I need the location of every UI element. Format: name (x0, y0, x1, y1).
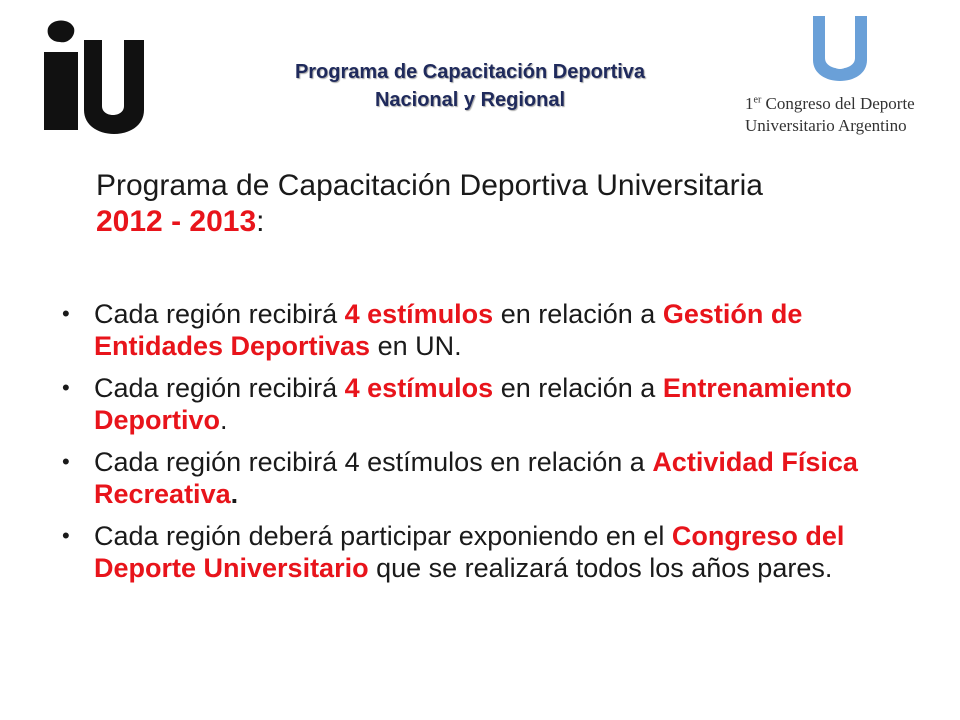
bullet-text: . (230, 479, 239, 509)
congress-name-line1 (745, 94, 945, 114)
bullet-text: en relación a (493, 299, 663, 329)
congress-logo (745, 14, 945, 134)
bullet-item (62, 520, 922, 584)
bullet-text: Cada región recibirá (94, 299, 345, 329)
bullet-highlight: Entrenamiento Deportivo (94, 373, 852, 435)
bullet-text: en relación a (493, 373, 663, 403)
bullet-highlight: 4 estímulos (344, 299, 494, 329)
heading-years: 2012 - 2013 (96, 205, 257, 238)
header-title (240, 58, 700, 114)
bullet-item (62, 446, 922, 510)
bullet-dot-icon: • (62, 301, 70, 326)
bullet-highlight: Gestión de Entidades Deportivas (94, 299, 803, 361)
bullet-text: en UN. (370, 331, 462, 361)
bullet-text: Cada región deberá participar exponiendo en el (94, 521, 672, 551)
heading-suffix: : (256, 205, 265, 238)
bullet-item (62, 298, 922, 362)
bullet-dot-icon: • (62, 523, 70, 548)
bullet-highlight: 4 estímulos (344, 373, 494, 403)
header-title-line2: Nacional y Regional (374, 89, 566, 111)
bullet-text: Cada región recibirá (94, 373, 345, 403)
slide-heading (96, 168, 916, 240)
congress-ordinal-sup: er (753, 94, 762, 106)
congress-u-icon (805, 14, 875, 86)
header-title-line1: Programa de Capacitación Deportiva (294, 61, 646, 83)
congress-ordinal: 1 (745, 94, 754, 113)
bullet-dot-icon: • (62, 375, 70, 400)
bullet-item (62, 372, 922, 436)
heading-text: Programa de Capacitación Deportiva Universitaria (96, 169, 763, 202)
bullet-highlight: Congreso del Deporte Universitario (94, 521, 845, 583)
bullet-dot-icon: • (62, 449, 70, 474)
bullet-text: Cada región recibirá 4 estímulos en relación a (94, 447, 653, 477)
bullet-text: que se realizará todos los años pares. (368, 553, 833, 583)
congress-name-line2: Universitario Argentino (745, 116, 907, 135)
university-logo-icon (40, 18, 152, 140)
bullet-text: . (220, 405, 228, 435)
bullet-list (62, 298, 922, 594)
bullet-highlight: Actividad Física Recreativa (94, 447, 858, 509)
congress-name-text1: Congreso del Deporte (761, 94, 915, 113)
